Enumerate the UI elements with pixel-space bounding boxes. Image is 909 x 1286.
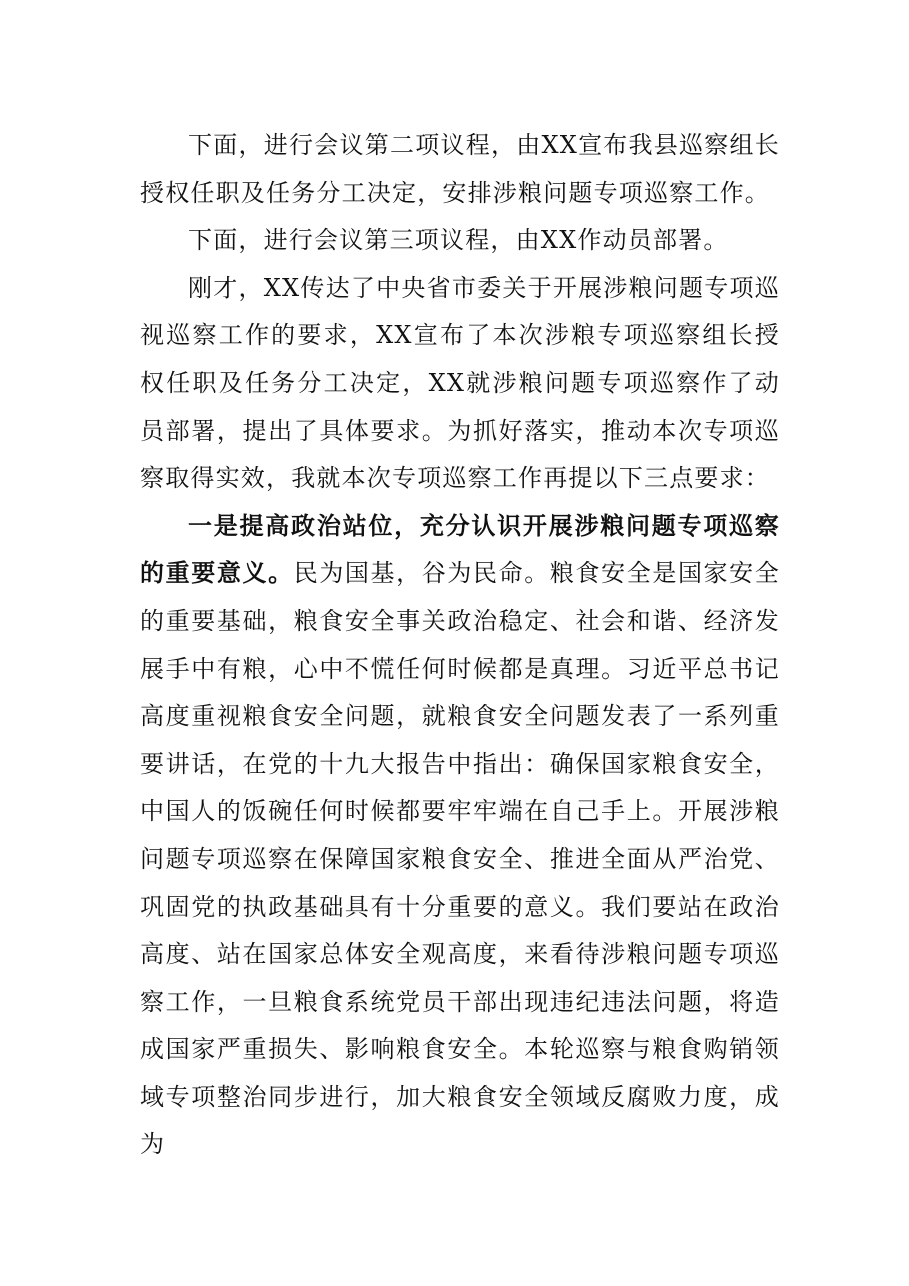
paragraph-agenda-item-3: [140, 217, 780, 265]
paragraph-text: 下面，进行会议第三项议程，由XX作动员部署。: [188, 226, 729, 255]
document-body: [140, 122, 780, 1169]
paragraph-bold-heading: 一是提高政治站位，充分认识开展涉粮问题专项巡察的重要意义。: [140, 511, 780, 588]
paragraph-text: 下面，进行会议第二项议程，由XX宣布我县巡察组长授权任职及任务分工决定，安排涉粮问题专项巡察工作。: [140, 131, 780, 207]
paragraph-text: 民为国基，谷为民命。粮食安全是国家安全的重要基础，粮食安全事关政治稳定、社会和谐、经济发展手中有粮，心中不慌任何时候都是真理。习近平总书记高度重视粮食安全问题，就粮食安全问题发表了一系列重要讲话，在党的十九大报告中指出：确保国家粮食安全，中国人的饭碗任何时候都要牢牢端在自己手上。开展涉粮问题专项巡察在保障国家粮食安全、推进全面从严治党、巩固党的执政基础具有十分重要的意义。我们要站在政治高度、站在国家总体安全观高度，来看待涉粮问题专项巡察工作，一旦粮食系统党员干部出现违纪违法问题，将造成国家严重损失、影响粮食安全。本轮巡察与粮食购销领域专项整治同步进行，加大粮食安全领域反腐败力度，成为: [140, 559, 780, 1159]
paragraph-text: 刚才，XX传达了中央省市委关于开展涉粮问题专项巡视巡察工作的要求，XX宣布了本次涉粮专项巡察组长授权任职及任务分工决定，XX就涉粮问题专项巡察作了动员部署，提出了具体要求。为抓好落实，推动本次专项巡察取得实效，我就本次专项巡察工作再提以下三点要求：: [140, 273, 780, 493]
paragraph-requirement-1: [140, 503, 780, 1169]
paragraph-agenda-item-2: [140, 122, 780, 217]
paragraph-summary: [140, 265, 780, 503]
